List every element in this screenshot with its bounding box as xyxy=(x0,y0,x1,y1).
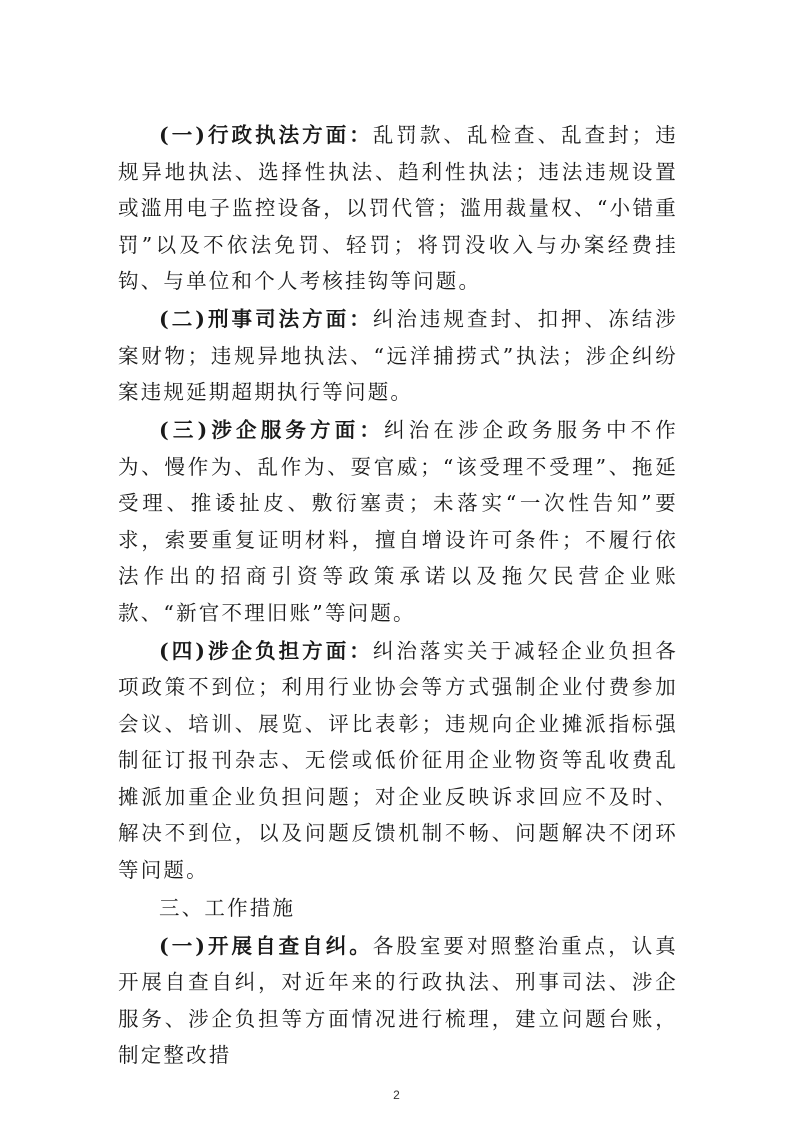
paragraph-lead: (四)涉企负担方面： xyxy=(159,638,373,663)
paragraph-text: 纠治在涉企政务服务中不作为、慢作为、乱作为、耍官威；“该受理不受理”、拖延受理、推诿扯皮、敷衍塞责；未落实“一次性告知”要求，索要重复证明材料，擅自增设许可条件；不履行依法作出的招商引资等政策承诺以及拖欠民营企业账款、“新官不理旧账”等问题。 xyxy=(118,418,678,625)
paragraph-enterprise-services xyxy=(118,412,678,631)
paragraph-text: 纠治违规查封、扣押、冻结涉案财物；违规异地执法、“远洋捕捞式”执法；涉企纠纷案违规延期超期执行等问题。 xyxy=(118,307,678,404)
paragraph-enterprise-burden xyxy=(118,633,678,889)
paragraph-self-inspection xyxy=(118,928,678,1074)
paragraph-administrative-enforcement xyxy=(118,117,678,300)
paragraph-lead: (一)开展自查自纠。 xyxy=(159,933,373,958)
paragraph-text: 乱罚款、乱检查、乱查封；违规异地执法、选择性执法、趋利性执法；违法违规设置或滥用电子监控设备，以罚代管；滥用裁量权、“小错重罚”以及不依法免罚、轻罚；将罚没收入与办案经费挂钩、与单位和个人考核挂钩等问题。 xyxy=(118,123,678,293)
paragraph-criminal-justice xyxy=(118,301,678,411)
paragraph-lead: (二)刑事司法方面： xyxy=(159,307,373,331)
paragraph-text: 各股室要对照整治重点，认真开展自查自纠，对近年来的行政执法、刑事司法、涉企服务、涉企负担等方面情况进行梳理，建立问题台账，制定整改措 xyxy=(118,933,678,1067)
page-number: 2 xyxy=(393,1088,400,1102)
paragraph-text: 纠治落实关于减轻企业负担各项政策不到位；利用行业协会等方式强制企业付费参加会议、培训、展览、评比表彰；违规向企业摊派指标强制征订报刊杂志、无偿或低价征用企业物资等乱收费乱摊派加重企业负担问题；对企业反映诉求回应不及时、解决不到位，以及问题反馈机制不畅、问题解决不闭环等问题。 xyxy=(118,638,678,882)
section-heading: 三、工作措施 xyxy=(159,895,296,920)
document-body xyxy=(118,117,678,1074)
paragraph-lead: (三)涉企服务方面： xyxy=(159,418,385,442)
paragraph-lead: (一)行政执法方面： xyxy=(159,123,373,147)
